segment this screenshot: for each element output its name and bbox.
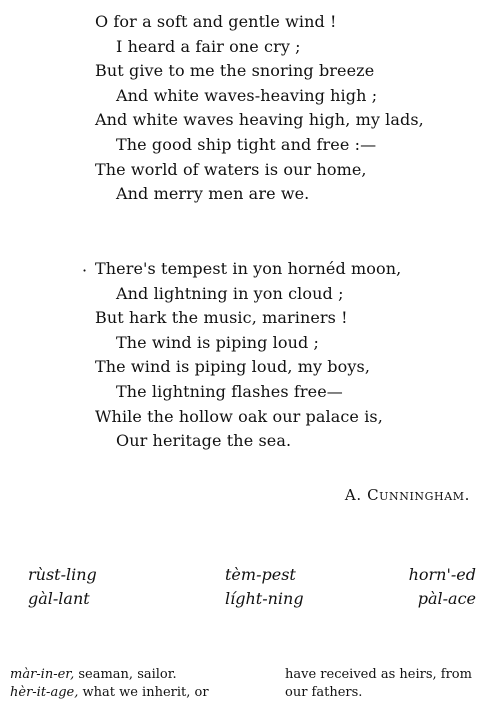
definition-heritage-continued: our fathers. [285,685,363,700]
definition-term: màr-in-er, [10,667,75,682]
poem-line: Our heritage the sea. [116,431,292,451]
poem-line: O for a soft and gentle wind ! [95,12,337,31]
poem-line: The wind is piping loud, my boys, [95,357,371,377]
poem-line: I heard a fair one cry ; [116,36,301,56]
poem-line: And lightning in yon cloud ; [116,283,344,303]
poem-line: And white waves-heaving high ; [116,85,378,105]
definition-heritage-continued: have received as heirs, from [285,667,472,682]
definition-heritage [10,684,209,702]
poem-line: While the hollow oak our palace is, [95,406,383,426]
poem-author: A. Cunningham. [344,486,470,504]
poem-line: And white waves heaving high, my lads, [95,110,424,130]
definition-term: hèr-it-age, [10,685,79,700]
poem-stanza-2 [95,257,401,454]
definition-mariner [10,666,177,684]
vocab-word: tèm-pest [225,565,296,584]
vocab-word: rùst-ling [28,565,97,584]
vocab-word: pàl-ace [417,589,476,608]
poem-line: The good ship tight and free :— [116,134,377,154]
definition-text: what we inherit, or [78,685,209,700]
vocab-word: líght-ning [225,589,304,608]
poem-line: And merry men are we. [116,184,310,204]
poem-line: The world of waters is our home, [95,159,367,179]
definition-text: seaman, sailor. [74,667,177,682]
poem-line: But give to me the snoring breeze [95,61,375,81]
poem-line: There's tempest in yon hornéd moon, [95,259,402,278]
vocab-word: gàl-lant [28,589,90,608]
margin-mark: · [82,261,88,280]
poem-line: But hark the music, mariners ! [95,308,348,328]
poem-stanza-1 [95,10,424,207]
poem-line: The lightning flashes free— [116,381,343,401]
poem-line: The wind is piping loud ; [116,332,320,352]
vocab-word: horn'-ed [408,565,476,584]
